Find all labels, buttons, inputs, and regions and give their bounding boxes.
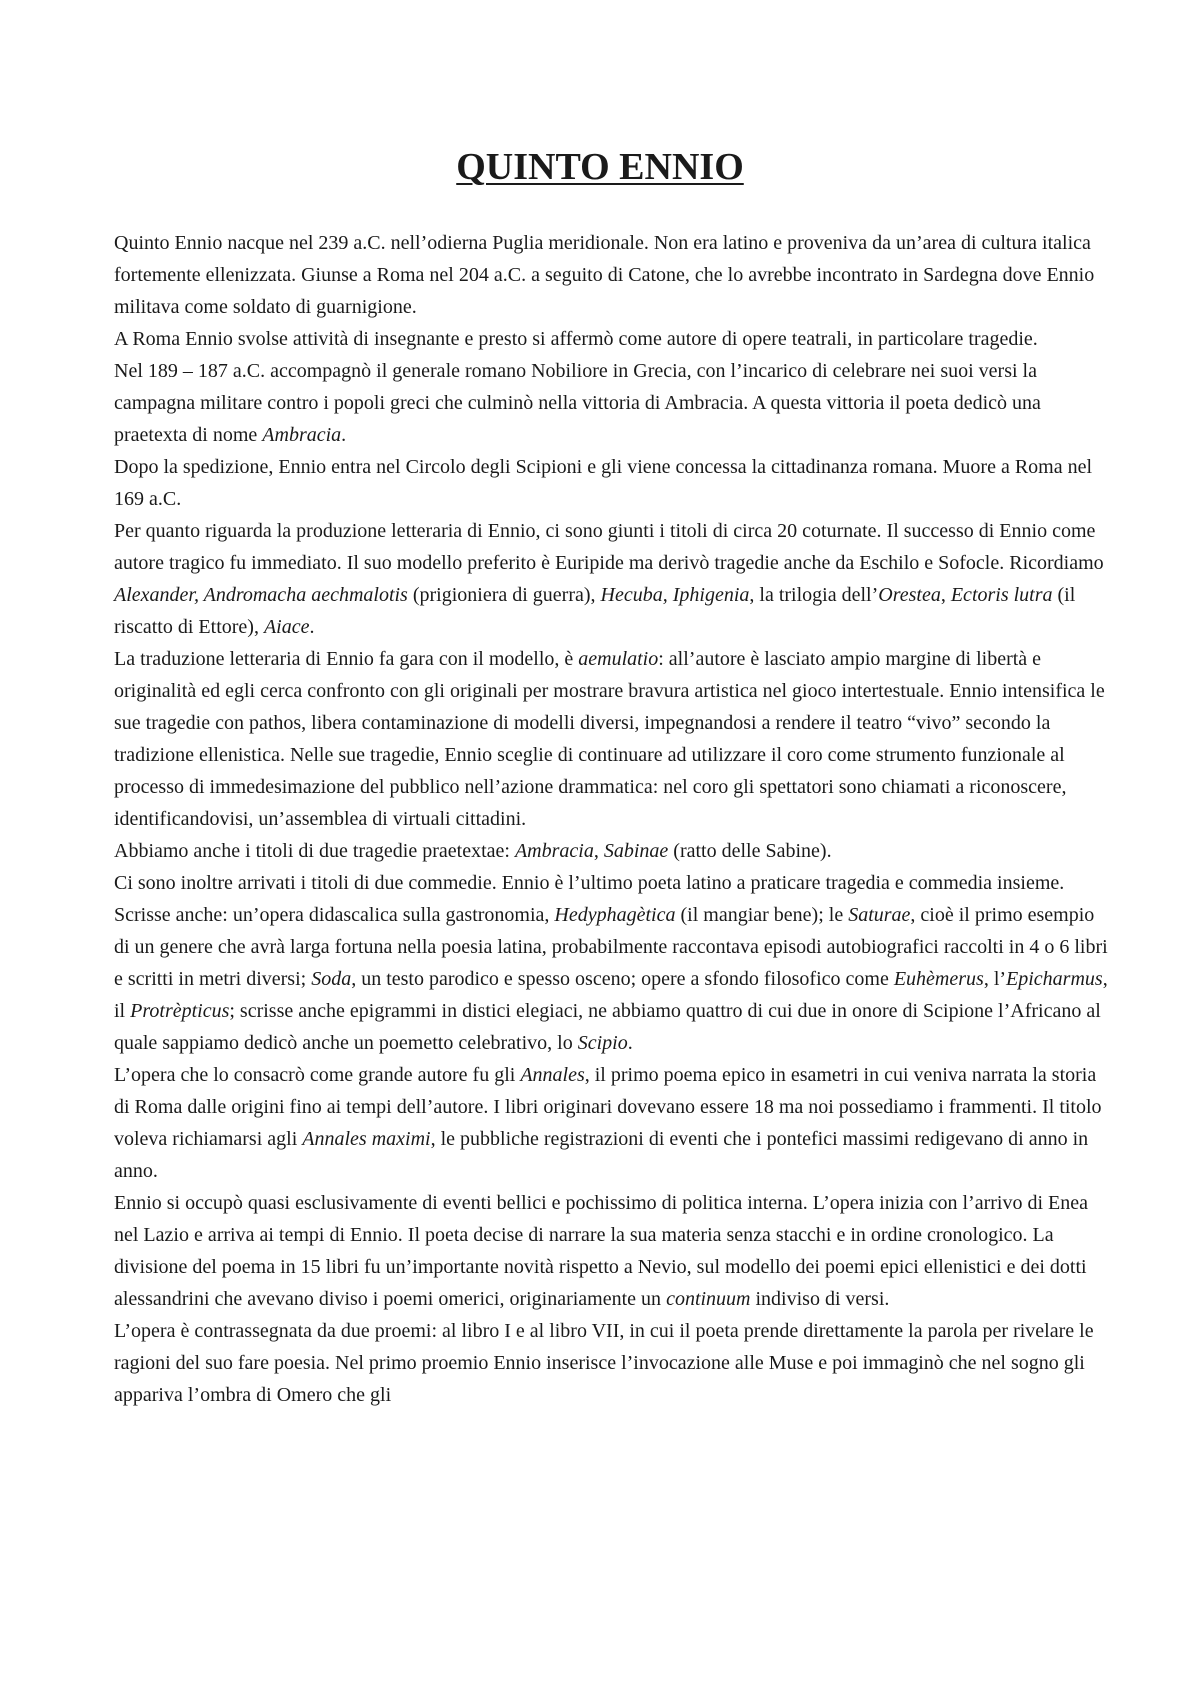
- italic-title: Hedyphagètica: [554, 904, 676, 926]
- paragraph: [114, 835, 1108, 867]
- text-run: Quinto Ennio nacque nel 239 a.C. nell’odierna Puglia meridionale. Non era latino e proveniva da un’area di cultura italica fortemente ellenizzata. Giunse a Roma nel 204 a.C. a seguito di Catone, che lo avrebbe incontrato in Sardegna dove Ennio militava come soldato di guarnigione.: [114, 232, 1095, 318]
- italic-title: Saturae: [848, 904, 911, 926]
- paragraph: [114, 1315, 1108, 1411]
- text-run: , il primo poema epico in esametri in cui veniva narrata la storia di Roma dalle origini fino ai tempi dell’autore. I libri originari dovevano essere 18 ma noi possediamo i frammenti. Il titolo voleva richiamarsi agli: [114, 1064, 1102, 1150]
- italic-title: Protrèpticus: [130, 1000, 230, 1022]
- italic-title: Ambracia: [262, 424, 342, 446]
- paragraph: [114, 1059, 1108, 1187]
- paragraph: [114, 867, 1108, 899]
- italic-title: Orestea: [878, 584, 941, 606]
- italic-title: aemulatio: [578, 648, 659, 670]
- italic-title: Aiace: [263, 616, 310, 638]
- paragraph: [114, 515, 1108, 643]
- text-run: La traduzione letteraria di Ennio fa gara con il modello, è: [114, 648, 579, 670]
- italic-title: Hecuba, Iphigenia: [600, 584, 750, 606]
- text-run: (il riscatto di Ettore),: [114, 584, 1076, 638]
- text-run: Nel 189 – 187 a.C. accompagnò il generale romano Nobiliore in Grecia, con l’incarico di celebrare nei suoi versi la campagna militare contro i popoli greci che culminò nella vittoria di Ambracia. A questa vittoria il poeta dedicò una praetexta di nome: [114, 360, 1041, 446]
- text-run: Ennio si occupò quasi esclusivamente di eventi bellici e pochissimo di politica interna. L’opera inizia con l’arrivo di Enea nel Lazio e arriva ai tempi di Ennio. Il poeta decise di narrare la sua materia senza stacchi e in ordine cronologico. La divisione del poema in 15 libri fu un’importante novità rispetto a Nevio, sul modello dei poemi epici ellenistici e dei dotti alessandrini che avevano diviso i poemi omerici, originariamente un: [114, 1192, 1088, 1310]
- text-run: .: [309, 616, 315, 638]
- text-run: Per quanto riguarda la produzione letteraria di Ennio, ci sono giunti i titoli di circa 20 coturnate. Il successo di Ennio come autore tragico fu immediato. Il suo modello preferito è Euripide ma derivò tragedie anche da Eschilo e Sofocle. Ricordiamo: [114, 520, 1104, 574]
- text-run: .: [627, 1032, 633, 1054]
- text-run: (ratto delle Sabine).: [668, 840, 832, 862]
- italic-title: Soda: [311, 968, 352, 990]
- text-run: : all’autore è lasciato ampio margine di libertà e originalità ed egli cerca confronto con gli originali per mostrare bravura artistica nel gioco intertestuale. Ennio intensifica le sue tragedie con pathos, libera contaminazione di modelli diversi, impegnandosi a rendere il teatro “vivo” secondo la tradizione ellenistica. Nelle sue tragedie, Ennio sceglie di continuare ad utilizzare il coro come strumento funzionale al processo di immedesimazione del pubblico nell’azione drammatica: nel coro gli spettatori sono chiamati a riconoscere, identificandovisi, un’assemblea di virtuali cittadini.: [114, 648, 1105, 830]
- italic-title: Alexander, Andromacha aechmalotis: [114, 584, 408, 606]
- paragraph: [114, 899, 1108, 1059]
- text-run: , le pubbliche registrazioni di eventi che i pontefici massimi redigevano di anno in anno.: [114, 1128, 1089, 1182]
- text-run: L’opera è contrassegnata da due proemi: al libro I e al libro VII, in cui il poeta prende direttamente la parola per rivelare le ragioni del suo fare poesia. Nel primo proemio Ennio inserisce l’invocazione alle Muse e poi immaginò che nel sogno gli appariva l’ombra di Omero che gli: [114, 1320, 1094, 1406]
- text-run: ; scrisse anche epigrammi in distici elegiaci, ne abbiamo quattro di cui due in onore di Scipione l’Africano al quale sappiamo dedicò anche un poemetto celebrativo, lo: [114, 1000, 1101, 1054]
- text-run: indiviso di versi.: [750, 1288, 890, 1310]
- text-run: , il: [114, 968, 1108, 1022]
- italic-title: Euhèmerus: [893, 968, 984, 990]
- italic-title: Annales maximi: [302, 1128, 431, 1150]
- text-run: L’opera che lo consacrò come grande autore fu gli: [114, 1064, 521, 1086]
- text-run: (il mangiar bene); le: [675, 904, 849, 926]
- paragraph: [114, 355, 1108, 451]
- italic-title: Epicharmus: [1006, 968, 1103, 990]
- text-run: A Roma Ennio svolse attività di insegnante e presto si affermò come autore di opere teatrali, in particolare tragedie.: [114, 328, 1038, 350]
- italic-title: Scipio: [577, 1032, 628, 1054]
- text-run: Scrisse anche: un’opera didascalica sulla gastronomia,: [114, 904, 555, 926]
- text-run: .: [341, 424, 347, 446]
- document-title: QUINTO ENNIO: [456, 146, 744, 188]
- paragraph: [114, 227, 1108, 323]
- paragraph: [114, 1187, 1108, 1315]
- document-body: [114, 227, 1108, 1411]
- paragraph: [114, 323, 1108, 355]
- text-run: ,: [593, 840, 604, 862]
- text-run: , la trilogia dell’: [749, 584, 879, 606]
- text-run: Ci sono inoltre arrivati i titoli di due commedie. Ennio è l’ultimo poeta latino a praticare tragedia e commedia insieme.: [114, 872, 1065, 894]
- italic-title: Annales: [520, 1064, 585, 1086]
- paragraph: [114, 643, 1108, 835]
- italic-title: continuum: [666, 1288, 751, 1310]
- text-run: (prigioniera di guerra),: [407, 584, 601, 606]
- italic-title: Sabinae: [603, 840, 669, 862]
- text-run: Abbiamo anche i titoli di due tragedie praetextae:: [114, 840, 515, 862]
- text-run: , l’: [983, 968, 1007, 990]
- text-run: ,: [940, 584, 951, 606]
- paragraph: [114, 451, 1108, 515]
- text-run: Dopo la spedizione, Ennio entra nel Circolo degli Scipioni e gli viene concessa la cittadinanza romana. Muore a Roma nel 169 a.C.: [114, 456, 1093, 510]
- italic-title: Ectoris lutra: [950, 584, 1053, 606]
- italic-title: Ambracia: [514, 840, 594, 862]
- text-run: , cioè il primo esempio di un genere che avrà larga fortuna nella poesia latina, probabilmente raccontava episodi autobiografici raccolti in 4 o 6 libri e scritti in metri diversi;: [114, 904, 1108, 990]
- text-run: , un testo parodico e spesso osceno; opere a sfondo filosofico come: [351, 968, 894, 990]
